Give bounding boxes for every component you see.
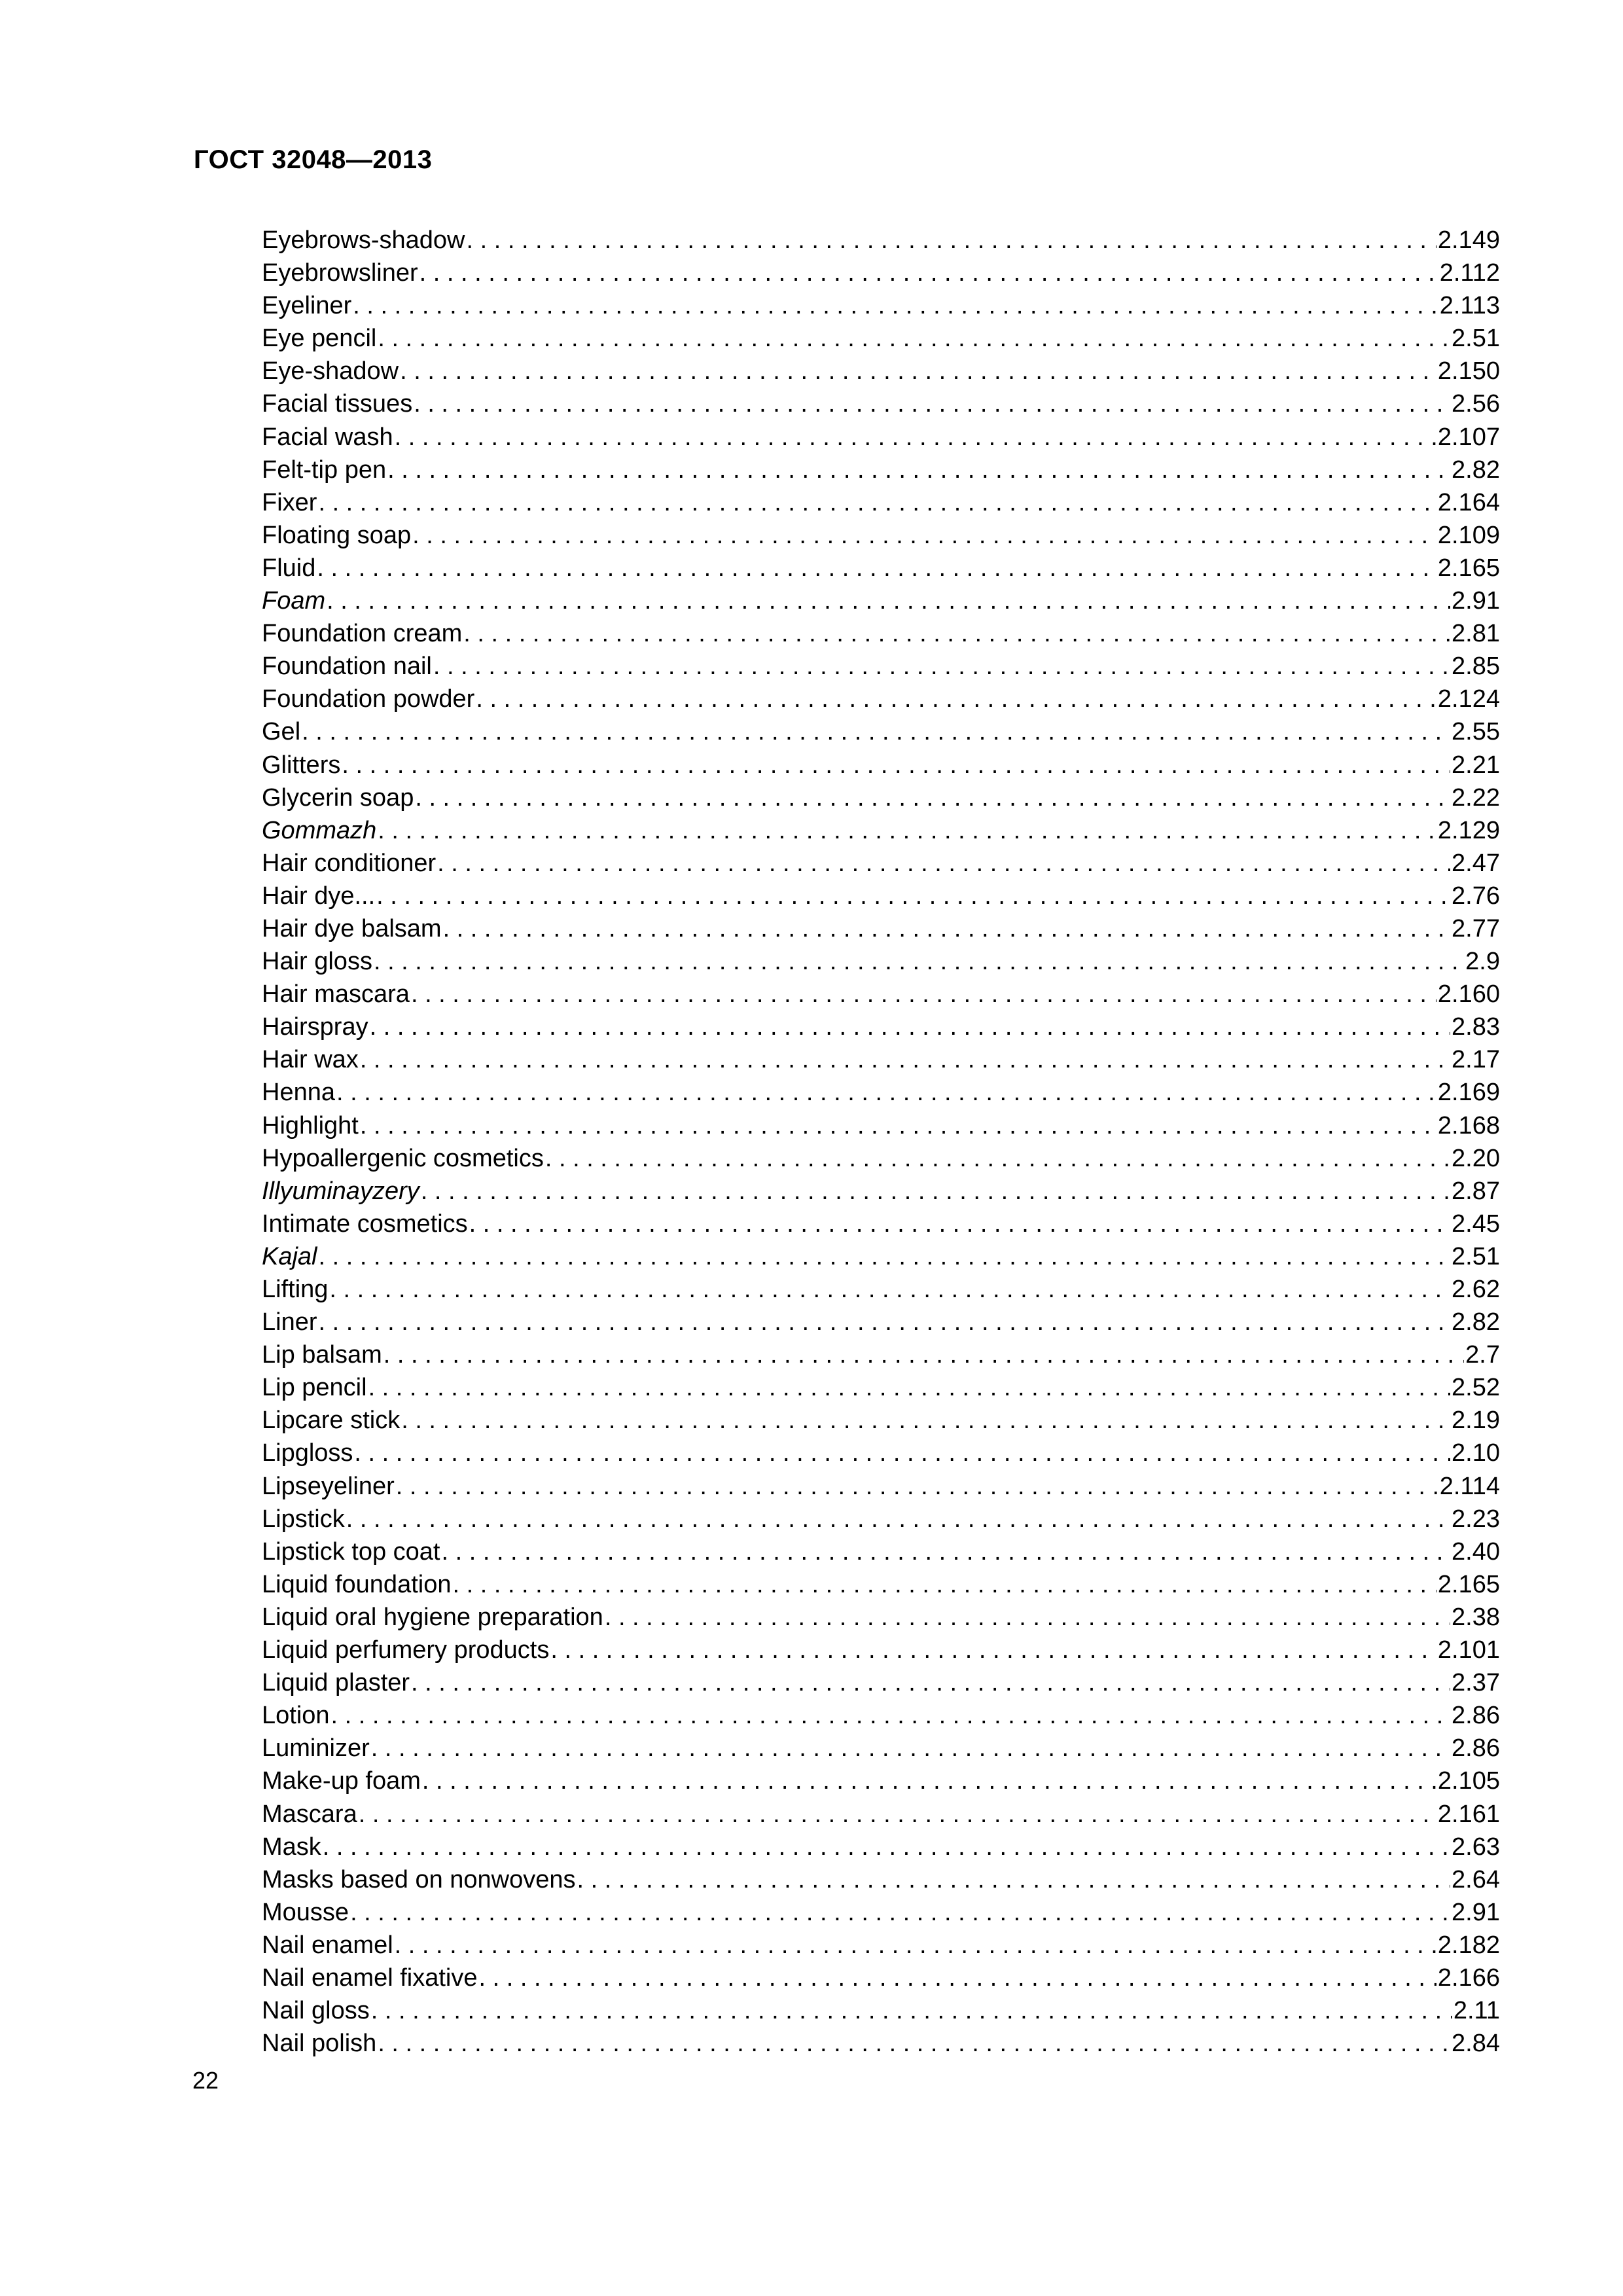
index-term: Fluid xyxy=(262,554,316,582)
index-reference: 2.23 xyxy=(1452,1505,1500,1533)
dot-leader xyxy=(360,1109,1436,1142)
index-entry xyxy=(262,1994,1500,2027)
dot-leader xyxy=(396,1470,1438,1503)
dot-leader xyxy=(378,814,1436,847)
index-entry xyxy=(262,617,1500,650)
index-reference: 2.56 xyxy=(1452,390,1500,418)
index-term: Hair mascara xyxy=(262,980,410,1009)
index-term: Liner xyxy=(262,1308,317,1336)
index-entry xyxy=(262,1503,1500,1535)
index-reference: 2.82 xyxy=(1452,456,1500,484)
dot-leader xyxy=(414,387,1450,420)
index-reference: 2.91 xyxy=(1452,1898,1500,1926)
index-entry xyxy=(262,1470,1500,1503)
index-term: Intimate cosmetics xyxy=(262,1210,468,1238)
index-term: Mask xyxy=(262,1833,321,1861)
index-entry xyxy=(262,650,1500,683)
index-reference: 2.164 xyxy=(1437,488,1500,516)
index-reference: 2.107 xyxy=(1437,423,1500,451)
dot-leader xyxy=(353,289,1438,322)
index-term: Lipgloss xyxy=(262,1439,353,1467)
dot-leader xyxy=(327,584,1450,617)
index-entry xyxy=(262,322,1500,355)
dot-leader xyxy=(463,617,1450,650)
index-reference: 2.161 xyxy=(1437,1800,1500,1828)
index-term: Foundation nail xyxy=(262,653,432,681)
index-term: Hair wax xyxy=(262,1046,359,1074)
index-reference: 2.87 xyxy=(1452,1177,1500,1205)
index-term: Liquid foundation xyxy=(262,1570,452,1598)
index-entry xyxy=(262,2027,1500,2060)
dot-leader xyxy=(378,2027,1450,2060)
index-term: Facial wash xyxy=(262,423,393,451)
index-term: Eye pencil xyxy=(262,325,377,353)
index-reference: 2.76 xyxy=(1452,882,1500,910)
index-term: Eyebrowsliner xyxy=(262,259,418,287)
dot-leader xyxy=(466,224,1436,257)
index-reference: 2.52 xyxy=(1452,1374,1500,1402)
index-entry xyxy=(262,1568,1500,1601)
index-term: Highlight xyxy=(262,1111,359,1139)
index-reference: 2.91 xyxy=(1452,587,1500,615)
index-term: Eyeliner xyxy=(262,292,352,320)
index-term: Gommazh xyxy=(262,816,377,844)
dot-leader xyxy=(374,945,1464,978)
document-header: ГОСТ 32048—2013 xyxy=(194,145,433,174)
index-entry xyxy=(262,1306,1500,1338)
index-entry xyxy=(262,1765,1500,1797)
index-entry xyxy=(262,1076,1500,1109)
index-entry xyxy=(262,1371,1500,1404)
dot-leader xyxy=(550,1634,1436,1666)
index-term: Nail polish xyxy=(262,2030,377,2058)
dot-leader xyxy=(577,1863,1451,1896)
index-entry xyxy=(262,945,1500,978)
index-entry xyxy=(262,1338,1500,1371)
page-number: 22 xyxy=(192,2067,219,2094)
dot-leader xyxy=(478,1962,1436,1994)
dot-leader xyxy=(387,454,1450,486)
index-entry xyxy=(262,1535,1500,1568)
index-reference: 2.47 xyxy=(1452,849,1500,877)
index-entry xyxy=(262,1962,1500,1994)
index-entry xyxy=(262,683,1500,715)
dot-leader xyxy=(378,322,1450,355)
index-entry xyxy=(262,1798,1500,1831)
index-reference: 2.64 xyxy=(1452,1865,1500,1893)
dot-leader xyxy=(371,1994,1452,2027)
dot-leader xyxy=(318,486,1436,519)
index-entry xyxy=(262,257,1500,289)
index-entry xyxy=(262,1601,1500,1634)
index-term: Glitters xyxy=(262,751,341,779)
alphabetical-term-index xyxy=(262,224,1500,2060)
dot-leader xyxy=(370,1011,1450,1043)
index-reference: 2.150 xyxy=(1437,357,1500,386)
index-reference: 2.160 xyxy=(1437,980,1500,1009)
dot-leader xyxy=(336,1076,1436,1109)
index-term: Lipseyeliner xyxy=(262,1472,395,1500)
index-term: Lifting xyxy=(262,1276,329,1303)
dot-leader xyxy=(476,683,1436,715)
index-reference: 2.85 xyxy=(1452,653,1500,681)
dot-leader xyxy=(443,912,1450,945)
dot-leader xyxy=(419,257,1438,289)
dot-leader xyxy=(433,650,1450,683)
index-reference: 2.105 xyxy=(1437,1767,1500,1795)
index-term: Felt-tip pen xyxy=(262,456,387,484)
index-term: Liquid perfumery products xyxy=(262,1636,550,1664)
index-entry xyxy=(262,912,1500,945)
index-reference: 2.86 xyxy=(1452,1702,1500,1730)
index-term: Floating soap xyxy=(262,521,412,549)
index-entry xyxy=(262,1011,1500,1043)
index-reference: 2.17 xyxy=(1452,1046,1500,1074)
dot-leader xyxy=(437,847,1450,880)
index-term: Glycerin soap xyxy=(262,783,414,812)
index-entry xyxy=(262,421,1500,454)
index-reference: 2.149 xyxy=(1437,226,1500,254)
index-term: Nail enamel xyxy=(262,1931,393,1959)
index-reference: 2.82 xyxy=(1452,1308,1500,1336)
index-term: Hair conditioner xyxy=(262,849,437,877)
index-entry xyxy=(262,781,1500,814)
dot-leader xyxy=(411,978,1436,1011)
dot-leader xyxy=(421,1175,1450,1208)
index-reference: 2.51 xyxy=(1452,325,1500,353)
index-reference: 2.182 xyxy=(1437,1931,1500,1959)
index-reference: 2.22 xyxy=(1452,783,1500,812)
dot-leader xyxy=(371,1732,1450,1765)
index-entry xyxy=(262,387,1500,420)
index-reference: 2.114 xyxy=(1439,1472,1500,1500)
dot-leader xyxy=(441,1535,1450,1568)
dot-leader xyxy=(401,1404,1450,1437)
index-reference: 2.124 xyxy=(1437,685,1500,713)
index-reference: 2.37 xyxy=(1452,1669,1500,1697)
index-entry xyxy=(262,486,1500,519)
index-term: Illyuminayzery xyxy=(262,1177,419,1205)
dot-leader xyxy=(412,519,1436,552)
index-term: Lotion xyxy=(262,1702,330,1730)
index-entry xyxy=(262,1142,1500,1175)
index-term: Mousse xyxy=(262,1898,349,1926)
index-reference: 2.51 xyxy=(1452,1242,1500,1270)
index-entry xyxy=(262,1109,1500,1142)
index-term: Liquid plaster xyxy=(262,1669,410,1697)
index-term: Nail gloss xyxy=(262,1997,370,2025)
index-term: Nail enamel fixative xyxy=(262,1964,478,1992)
index-term: Hair gloss xyxy=(262,948,372,976)
index-term: Liquid oral hygiene preparation xyxy=(262,1603,603,1631)
index-entry xyxy=(262,1863,1500,1896)
dot-leader xyxy=(346,1503,1450,1535)
index-entry xyxy=(262,814,1500,847)
index-reference: 2.21 xyxy=(1452,751,1500,779)
dot-leader xyxy=(400,355,1436,387)
index-reference: 2.38 xyxy=(1452,1603,1500,1631)
index-reference: 2.165 xyxy=(1437,554,1500,582)
index-reference: 2.11 xyxy=(1453,1997,1500,2025)
index-term: Henna xyxy=(262,1079,335,1107)
dot-leader xyxy=(317,552,1436,584)
index-entry xyxy=(262,584,1500,617)
dot-leader xyxy=(368,1371,1450,1404)
index-reference: 2.7 xyxy=(1465,1341,1500,1369)
index-reference: 2.84 xyxy=(1452,2030,1500,2058)
dot-leader xyxy=(359,1798,1436,1831)
index-entry xyxy=(262,1929,1500,1962)
index-reference: 2.10 xyxy=(1452,1439,1500,1467)
dot-leader xyxy=(360,1043,1450,1076)
index-entry xyxy=(262,1208,1500,1240)
index-entry xyxy=(262,1666,1500,1699)
index-reference: 2.63 xyxy=(1452,1833,1500,1861)
index-entry xyxy=(262,1699,1500,1732)
index-entry xyxy=(262,1896,1500,1929)
index-term: Eye-shadow xyxy=(262,357,399,386)
dot-leader xyxy=(323,1831,1450,1863)
index-reference: 2.129 xyxy=(1437,816,1500,844)
index-reference: 2.86 xyxy=(1452,1734,1500,1763)
index-term: Kajal xyxy=(262,1242,317,1270)
index-reference: 2.112 xyxy=(1439,259,1500,287)
index-entry xyxy=(262,1043,1500,1076)
index-term: Hair dye balsam xyxy=(262,914,442,942)
index-term: Mascara xyxy=(262,1800,357,1828)
index-entry xyxy=(262,1175,1500,1208)
index-entry xyxy=(262,715,1500,748)
index-term: Foundation cream xyxy=(262,620,463,648)
dot-leader xyxy=(302,715,1450,748)
index-reference: 2.62 xyxy=(1452,1276,1500,1303)
dot-leader xyxy=(411,1666,1450,1699)
dot-leader xyxy=(319,1240,1451,1273)
index-reference: 2.9 xyxy=(1465,948,1500,976)
index-reference: 2.83 xyxy=(1452,1013,1500,1041)
index-entry xyxy=(262,289,1500,322)
index-entry xyxy=(262,978,1500,1011)
index-reference: 2.109 xyxy=(1437,521,1500,549)
index-entry xyxy=(262,552,1500,584)
index-reference: 2.77 xyxy=(1452,914,1500,942)
index-entry xyxy=(262,1732,1500,1765)
index-entry xyxy=(262,224,1500,257)
dot-leader xyxy=(350,1896,1450,1929)
index-reference: 2.169 xyxy=(1437,1079,1500,1107)
index-reference: 2.165 xyxy=(1437,1570,1500,1598)
index-term: Make-up foam xyxy=(262,1767,421,1795)
index-entry xyxy=(262,1404,1500,1437)
index-term: Hairspray xyxy=(262,1013,368,1041)
index-term: Lipstick xyxy=(262,1505,345,1533)
index-term: Lipcare stick xyxy=(262,1407,401,1435)
dot-leader xyxy=(329,1273,1450,1306)
dot-leader xyxy=(383,1338,1464,1371)
index-term: Lip balsam xyxy=(262,1341,382,1369)
index-term: Luminizer xyxy=(262,1734,370,1763)
index-reference: 2.168 xyxy=(1437,1111,1500,1139)
dot-leader xyxy=(545,1142,1450,1175)
index-term: Lip pencil xyxy=(262,1374,367,1402)
index-reference: 2.45 xyxy=(1452,1210,1500,1238)
dot-leader xyxy=(422,1765,1436,1797)
index-term: Fixer xyxy=(262,488,317,516)
index-entry xyxy=(262,454,1500,486)
index-term: Eyebrows-shadow xyxy=(262,226,465,254)
index-entry xyxy=(262,355,1500,387)
index-term: Masks based on nonwovens xyxy=(262,1865,576,1893)
index-reference: 2.40 xyxy=(1452,1537,1500,1566)
index-entry xyxy=(262,1240,1500,1273)
index-reference: 2.81 xyxy=(1452,620,1500,648)
index-term: Hair dye... xyxy=(262,882,376,910)
index-entry xyxy=(262,1634,1500,1666)
dot-leader xyxy=(605,1601,1450,1634)
index-term: Foam xyxy=(262,587,326,615)
index-reference: 2.113 xyxy=(1439,292,1500,320)
index-reference: 2.101 xyxy=(1437,1636,1500,1664)
dot-leader xyxy=(415,781,1450,814)
index-reference: 2.166 xyxy=(1437,1964,1500,1992)
index-entry xyxy=(262,880,1500,912)
dot-leader xyxy=(469,1208,1450,1240)
dot-leader xyxy=(376,880,1450,912)
index-reference: 2.55 xyxy=(1452,718,1500,746)
index-entry xyxy=(262,847,1500,880)
index-entry xyxy=(262,1831,1500,1863)
index-entry xyxy=(262,1273,1500,1306)
dot-leader xyxy=(452,1568,1436,1601)
dot-leader xyxy=(395,421,1436,454)
index-entry xyxy=(262,519,1500,552)
index-term: Facial tissues xyxy=(262,390,413,418)
dot-leader xyxy=(395,1929,1436,1962)
index-term: Gel xyxy=(262,718,301,746)
index-term: Hypoallergenic cosmetics xyxy=(262,1144,544,1172)
index-reference: 2.19 xyxy=(1452,1407,1500,1435)
index-entry xyxy=(262,1437,1500,1469)
dot-leader xyxy=(331,1699,1450,1732)
index-reference: 2.20 xyxy=(1452,1144,1500,1172)
index-term: Foundation powder xyxy=(262,685,475,713)
dot-leader xyxy=(319,1306,1451,1338)
index-entry xyxy=(262,749,1500,781)
dot-leader xyxy=(354,1437,1450,1469)
index-term: Lipstick top coat xyxy=(262,1537,440,1566)
dot-leader xyxy=(342,749,1450,781)
